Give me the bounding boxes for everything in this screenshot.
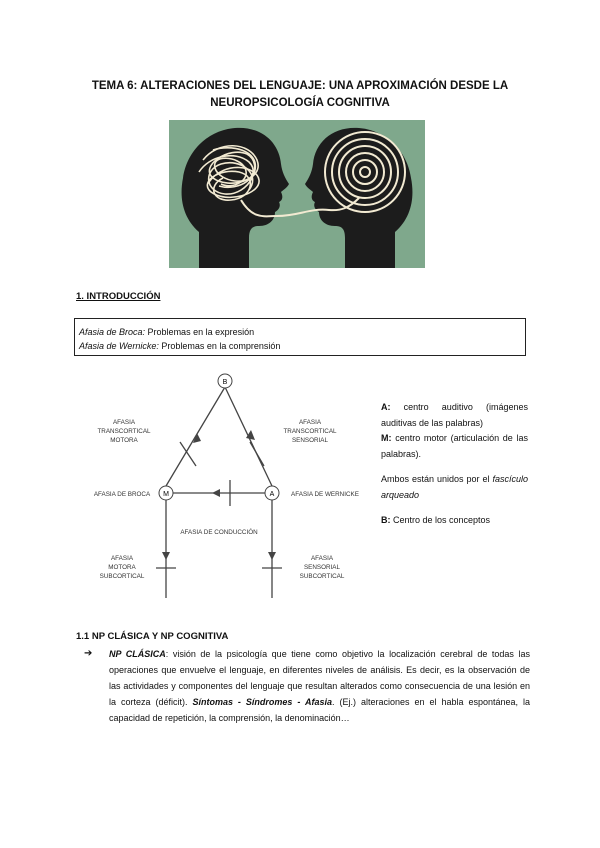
aphasia-diagram [84, 370, 366, 606]
label-tc-sensorial-3: SENSORIAL [291, 437, 329, 444]
title-line-2: NEUROPSICOLOGÍA COGNITIVA [210, 97, 390, 109]
np-clasica-text-2: . (Ej.) alteraciones en el habla espontánea, la capacidad de repetición, la comprensión, la denominación… [109, 697, 530, 723]
two-heads-illustration [169, 120, 425, 268]
diagram-arrowheads [162, 430, 276, 560]
broca-term: Afasia de Broca: [79, 327, 146, 337]
label-motora-sub-3: SUBCORTICAL [99, 573, 145, 580]
legend-b-key: B: [381, 515, 391, 525]
label-afasia-wernicke: AFASIA DE WERNICKE [291, 491, 359, 498]
label-sensorial-sub-3: SUBCORTICAL [299, 573, 345, 580]
label-sensorial-sub-2: SENSORIAL [303, 564, 341, 571]
label-motora-sub-1: AFASIA [110, 555, 134, 562]
legend-a-key: A: [381, 402, 391, 412]
diagram-labels [94, 419, 359, 580]
legend-a-text: centro auditivo (imágenes auditivas de las palabras) [381, 402, 528, 428]
box-line-wernicke [79, 339, 521, 353]
node-b [218, 374, 232, 388]
wernicke-description: Problemas en la comprensión [158, 341, 281, 351]
legend-m-key: M: [381, 433, 392, 443]
node-a [265, 486, 279, 500]
title-line-1: TEMA 6: ALTERACIONES DEL LENGUAJE: UNA APROXIMACIÓN DESDE LA [91, 80, 509, 92]
node-m [159, 486, 173, 500]
legend-m-text: centro motor (articulación de las palabras). [381, 433, 528, 459]
np-clasica-bullet [84, 646, 530, 726]
box-line-broca [79, 325, 521, 339]
wernicke-term: Afasia de Wernicke: [79, 341, 159, 351]
np-clasica-bold-terms: Síntomas - Síndromes - Afasia [192, 697, 333, 707]
label-tc-sensorial-2: TRANSCORTICAL [283, 428, 337, 435]
legend-union [381, 472, 528, 503]
legend-b-text: Centro de los conceptos [390, 515, 491, 525]
section-heading-np: 1.1 NP CLÁSICA Y NP COGNITIVA [76, 631, 229, 642]
node-m-label: M [163, 491, 169, 498]
label-tc-sensorial-1: AFASIA [298, 419, 322, 426]
label-afasia-conduccion: AFASIA DE CONDUCCIÓN [180, 529, 258, 536]
legend-b [381, 513, 528, 529]
diagram-legend [381, 400, 528, 539]
np-clasica-term: NP CLÁSICA [109, 649, 166, 659]
broca-description: Problemas en la expresión [145, 327, 255, 337]
np-clasica-text-1: : visión de la psicología que tiene como objetivo la localización cerebral de todas las operaciones que envuelve el lenguaje, en diferentes niveles de análisis. Es decir, es la observación de las actividades y componentes del lenguaje que resultan alterados como consecuencia de una lesión en la corteza (déficit). [109, 649, 530, 707]
section-heading-introduccion: 1. INTRODUCCIÓN [76, 291, 161, 302]
arrow-bullet-icon: ➔ [84, 648, 93, 659]
legend-union-term: fascículo arqueado [381, 474, 528, 500]
label-sensorial-sub-1: AFASIA [310, 555, 334, 562]
afasia-summary-box [74, 318, 526, 356]
legend-a [381, 400, 528, 462]
legend-union-text: Ambos están unidos por el [381, 474, 493, 484]
document-title [70, 78, 530, 112]
label-tc-motora-1: AFASIA [112, 419, 136, 426]
node-b-label: B [222, 379, 228, 386]
node-a-label: A [269, 491, 275, 498]
np-clasica-text [109, 646, 530, 726]
label-tc-motora-2: TRANSCORTICAL [97, 428, 151, 435]
label-tc-motora-3: MOTORA [110, 437, 138, 444]
label-motora-sub-2: MOTORA [108, 564, 136, 571]
label-afasia-broca: AFASIA DE BROCA [93, 491, 151, 498]
